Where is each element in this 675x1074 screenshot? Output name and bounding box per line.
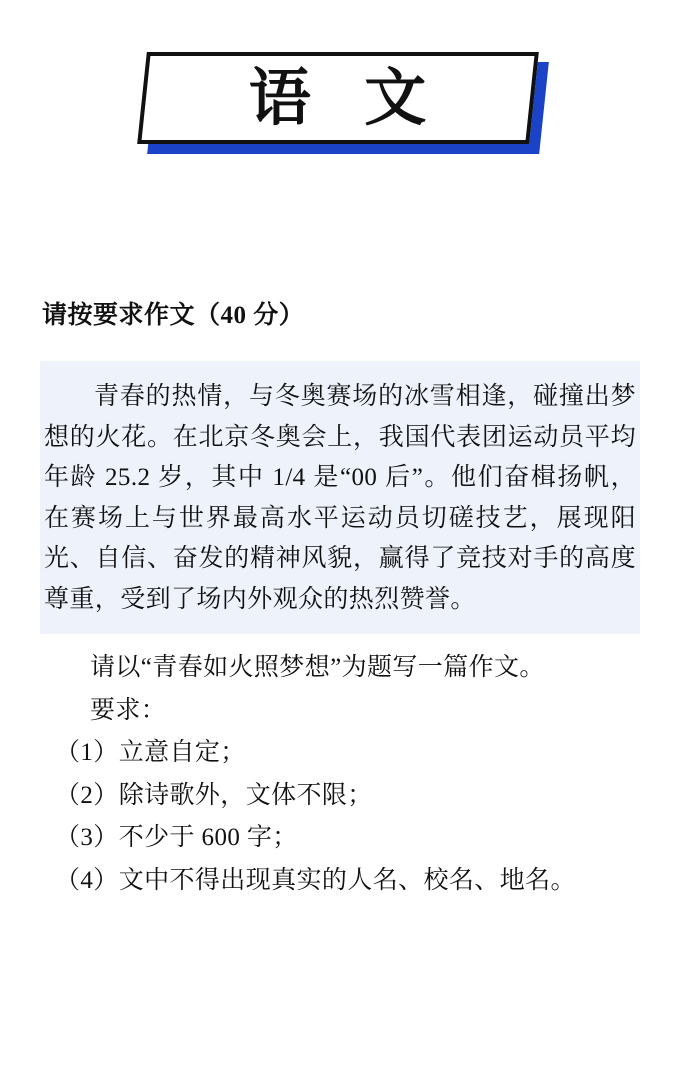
requirement-item: （3）不少于 600 字；: [55, 824, 298, 851]
requirement-item: （1）立意自定；: [55, 739, 246, 766]
requirement-item: （4）文中不得出现真实的人名、校名、地名。: [55, 866, 576, 894]
passage-block: [40, 361, 640, 634]
prompt-instruction: 请按要求作文（40 分）: [42, 302, 305, 329]
banner-title: 语 文: [248, 61, 443, 134]
passage-text: 青春的热情，与冬奥赛场的冰雪相逢，碰撞出梦想的火花。在北京冬奥会上，我国代表团运动员平均年龄 25.2 岁，其中 1/4 是“00 后”。他们奋楫扬帆，在赛场上与世界最高水平运动员切磋技艺，展现阳光、自信、奋发的精神风貌，赢得了竞技对手的高度尊重，受到了场内外观众的热烈赞誉。: [44, 383, 636, 613]
task-section: [40, 648, 640, 901]
subject-banner: [142, 52, 534, 144]
document-body: [40, 295, 640, 903]
task-statement: 请以“青春如火照梦想”为题写一篇作文。: [90, 654, 545, 681]
requirements-label: 要求：: [90, 696, 167, 724]
requirement-item: （2）除诗歌外，文体不限；: [55, 781, 373, 809]
